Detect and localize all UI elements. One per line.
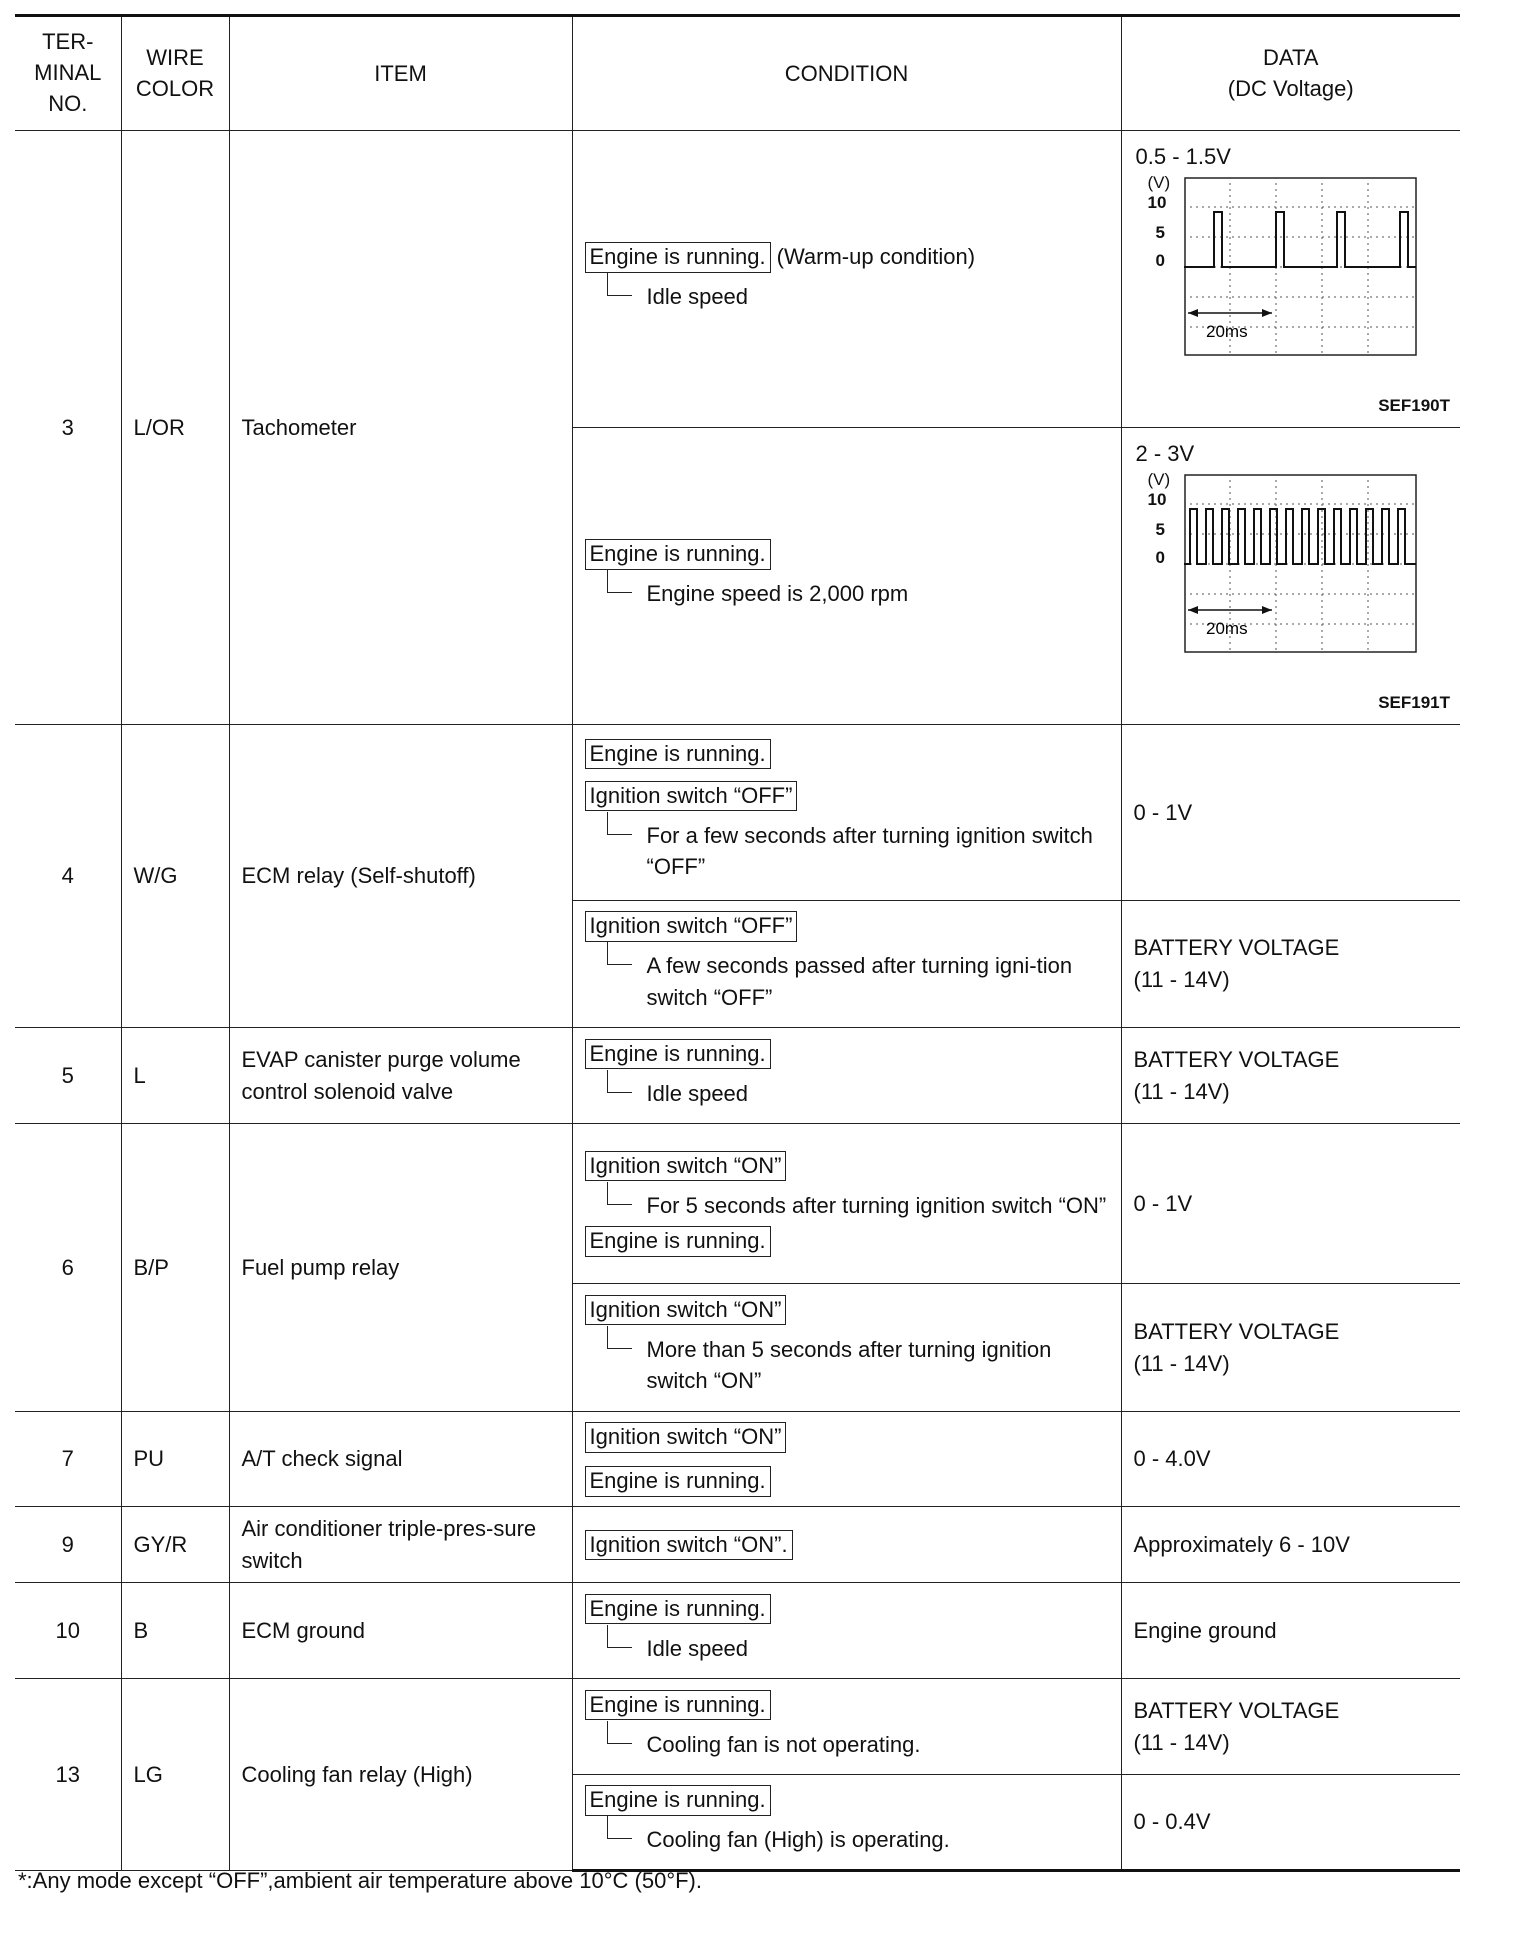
data-value: BATTERY VOLTAGE (11 - 14V) bbox=[1121, 901, 1460, 1028]
table-row bbox=[15, 1124, 1460, 1284]
wire-color: W/G bbox=[121, 725, 229, 1028]
condition-box: Ignition switch “ON” bbox=[585, 1422, 787, 1453]
condition-sub: A few seconds passed after turning igni-tion switch “OFF” bbox=[585, 950, 1109, 1014]
header-terminal-no: TER- MINAL NO. bbox=[15, 16, 121, 131]
ecm-terminal-table bbox=[15, 14, 1460, 1872]
wire-color: B bbox=[121, 1583, 229, 1679]
terminal-number: 6 bbox=[15, 1124, 121, 1412]
terminal-number: 4 bbox=[15, 725, 121, 1028]
condition-box: Engine is running. bbox=[585, 539, 771, 570]
terminal-number: 10 bbox=[15, 1583, 121, 1679]
scope-y5: 5 bbox=[1155, 520, 1165, 539]
item-name: Fuel pump relay bbox=[229, 1124, 572, 1412]
scope-y0: 0 bbox=[1155, 251, 1165, 270]
item-name: Cooling fan relay (High) bbox=[229, 1679, 572, 1871]
data-value: Approximately 6 - 10V bbox=[1121, 1507, 1460, 1583]
table-header-row bbox=[15, 16, 1460, 131]
condition-cell bbox=[572, 1028, 1121, 1124]
scope-y10: 10 bbox=[1147, 193, 1167, 212]
wire-color: L/OR bbox=[121, 131, 229, 725]
scope-time-label: 20ms bbox=[1205, 619, 1248, 638]
data-value: 2 - 3V bbox=[1135, 441, 1195, 466]
data-value: BATTERY VOLTAGE (11 - 14V) bbox=[1121, 1028, 1460, 1124]
data-value: Engine ground bbox=[1121, 1583, 1460, 1679]
condition-cell bbox=[572, 901, 1121, 1028]
condition-sub: For a few seconds after turning ignition switch “OFF” bbox=[585, 820, 1109, 884]
data-value: 0 - 1V bbox=[1121, 1124, 1460, 1284]
terminal-number: 9 bbox=[15, 1507, 121, 1583]
condition-sub: More than 5 seconds after turning ignition switch “ON” bbox=[585, 1334, 1109, 1398]
figure-code: SEF191T bbox=[1378, 693, 1450, 713]
wire-color: LG bbox=[121, 1679, 229, 1871]
header-item: ITEM bbox=[229, 16, 572, 131]
condition-cell bbox=[572, 1775, 1121, 1871]
scope-y5: 5 bbox=[1155, 223, 1165, 242]
condition-sub: Engine speed is 2,000 rpm bbox=[585, 578, 1109, 610]
table-row bbox=[15, 1412, 1460, 1507]
condition-box: Ignition switch “OFF” bbox=[585, 911, 798, 942]
condition-cell bbox=[572, 1124, 1121, 1284]
condition-cell bbox=[572, 131, 1121, 428]
wire-color: PU bbox=[121, 1412, 229, 1507]
condition-cell bbox=[572, 428, 1121, 725]
condition-sub: For 5 seconds after turning ignition switch “ON” bbox=[585, 1190, 1109, 1222]
oscilloscope-waveform bbox=[1184, 177, 1418, 357]
condition-note: (Warm-up condition) bbox=[776, 244, 976, 270]
condition-box: Engine is running. bbox=[585, 1466, 771, 1497]
terminal-number: 7 bbox=[15, 1412, 121, 1507]
condition-cell bbox=[572, 1284, 1121, 1412]
table-row bbox=[15, 725, 1460, 901]
condition-cell bbox=[572, 1679, 1121, 1775]
item-name: EVAP canister purge volume control solenoid valve bbox=[229, 1028, 572, 1124]
condition-sub: Idle speed bbox=[585, 1078, 1109, 1110]
condition-box: Ignition switch “ON” bbox=[585, 1151, 787, 1182]
wire-color: GY/R bbox=[121, 1507, 229, 1583]
wire-color: L bbox=[121, 1028, 229, 1124]
table-row bbox=[15, 1583, 1460, 1679]
data-cell bbox=[1121, 428, 1460, 725]
condition-box: Engine is running. bbox=[585, 1785, 771, 1816]
data-cell bbox=[1121, 131, 1460, 428]
data-value: 0 - 1V bbox=[1121, 725, 1460, 901]
condition-box: Engine is running. bbox=[585, 1594, 771, 1625]
table-row bbox=[15, 131, 1460, 428]
terminal-number: 5 bbox=[15, 1028, 121, 1124]
item-name: Air conditioner triple-pres-sure switch bbox=[229, 1507, 572, 1583]
scope-y10: 10 bbox=[1147, 490, 1167, 509]
data-value: 0 - 0.4V bbox=[1121, 1775, 1460, 1871]
header-wire-color: WIRE COLOR bbox=[121, 16, 229, 131]
condition-cell bbox=[572, 1507, 1121, 1583]
condition-sub: Cooling fan (High) is operating. bbox=[585, 1824, 1109, 1856]
oscilloscope-waveform bbox=[1184, 474, 1418, 654]
figure-code: SEF190T bbox=[1378, 396, 1450, 416]
condition-box: Engine is running. bbox=[585, 242, 771, 273]
scope-unit: (V) bbox=[1147, 173, 1171, 192]
condition-box: Engine is running. bbox=[585, 739, 771, 770]
data-value: 0 - 4.0V bbox=[1121, 1412, 1460, 1507]
scope-unit: (V) bbox=[1147, 470, 1171, 489]
condition-box: Ignition switch “ON” bbox=[585, 1295, 787, 1326]
condition-box: Ignition switch “OFF” bbox=[585, 781, 798, 812]
terminal-number: 13 bbox=[15, 1679, 121, 1871]
item-name: ECM ground bbox=[229, 1583, 572, 1679]
condition-box: Engine is running. bbox=[585, 1690, 771, 1721]
item-name: A/T check signal bbox=[229, 1412, 572, 1507]
data-value: 0.5 - 1.5V bbox=[1135, 144, 1231, 169]
item-name: Tachometer bbox=[229, 131, 572, 725]
condition-sub: Cooling fan is not operating. bbox=[585, 1729, 1109, 1761]
terminal-number: 3 bbox=[15, 131, 121, 725]
header-data: DATA (DC Voltage) bbox=[1121, 16, 1460, 131]
condition-sub: Idle speed bbox=[585, 281, 1109, 313]
header-condition: CONDITION bbox=[572, 16, 1121, 131]
table-row bbox=[15, 1507, 1460, 1583]
table-row bbox=[15, 1028, 1460, 1124]
condition-cell bbox=[572, 725, 1121, 901]
item-name: ECM relay (Self-shutoff) bbox=[229, 725, 572, 1028]
condition-box: Engine is running. bbox=[585, 1039, 771, 1070]
scope-time-label: 20ms bbox=[1205, 322, 1248, 341]
condition-box: Ignition switch “ON”. bbox=[585, 1530, 793, 1561]
condition-box: Engine is running. bbox=[585, 1226, 771, 1257]
data-value: BATTERY VOLTAGE (11 - 14V) bbox=[1121, 1284, 1460, 1412]
table-row bbox=[15, 1679, 1460, 1775]
scope-y0: 0 bbox=[1155, 548, 1165, 567]
condition-sub: Idle speed bbox=[585, 1633, 1109, 1665]
condition-cell bbox=[572, 1412, 1121, 1507]
data-value: BATTERY VOLTAGE (11 - 14V) bbox=[1121, 1679, 1460, 1775]
footnote: *:Any mode except “OFF”,ambient air temperature above 10°C (50°F). bbox=[18, 1868, 702, 1893]
condition-cell bbox=[572, 1583, 1121, 1679]
wire-color: B/P bbox=[121, 1124, 229, 1412]
